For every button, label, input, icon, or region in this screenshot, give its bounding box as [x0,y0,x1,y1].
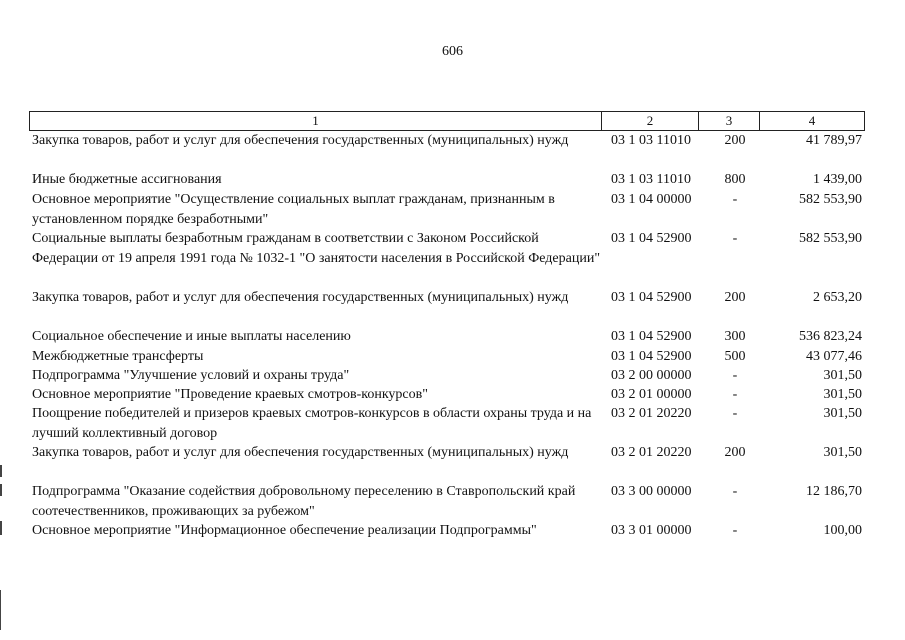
row-name: Закупка товаров, работ и услуг для обеспечения государственных (муниципальных) нужд [32,445,569,460]
row-type: - [732,387,738,402]
row-amount: 1 439,00 [813,172,862,187]
row-amount: 12 186,70 [806,484,862,499]
margin-mark [0,465,2,477]
row-code: 03 1 04 52900 [611,329,692,344]
row-code: 03 1 04 52900 [611,290,692,305]
row-amount: 43 077,46 [806,349,862,364]
row-name: Социальное обеспечение и иные выплаты населению [32,329,351,344]
row-name: Основное мероприятие "Осуществление социальных выплат гражданам, признанным в установленном порядке безработными" [32,192,555,227]
row-type: 200 [724,290,746,305]
row-type: 500 [724,349,746,364]
table-row [32,482,864,521]
margin-mark [0,590,1,630]
row-code: 03 1 04 52900 [611,349,692,364]
table-row [32,288,864,327]
row-amount: 301,50 [823,387,862,402]
row-code: 03 2 01 20220 [611,406,692,421]
margin-mark [0,521,2,535]
row-type: - [732,192,738,207]
row-name: Закупка товаров, работ и услуг для обеспечения государственных (муниципальных) нужд [32,133,569,148]
row-amount: 536 823,24 [799,329,862,344]
row-name: Иные бюджетные ассигнования [32,172,222,187]
table-row [32,131,864,170]
row-code: 03 3 01 00000 [611,523,692,538]
row-type: - [732,484,738,499]
row-type: 300 [724,329,746,344]
header-col-3: 3 [699,112,760,130]
table-row [32,327,864,347]
row-amount: 582 553,90 [799,192,862,207]
row-amount: 2 653,20 [813,290,862,305]
header-col-1: 1 [30,112,602,130]
table-body [32,131,864,541]
row-code: 03 1 03 11010 [611,172,691,187]
table-row [32,170,864,190]
row-name: Социальные выплаты безработным гражданам в соответствии с Законом Российской Федерации от 19 апреля 1991 года № 1032-1 "О занятости населения в Российской Федерации" [32,231,601,266]
table-row [32,404,864,443]
row-name: Основное мероприятие "Информационное обеспечение реализации Подпрограммы" [32,523,537,538]
table-row [32,190,864,229]
row-type: 800 [724,172,746,187]
row-code: 03 2 00 00000 [611,368,692,383]
row-code: 03 1 04 52900 [611,231,692,246]
row-code: 03 1 04 00000 [611,192,692,207]
row-name: Основное мероприятие "Проведение краевых смотров-конкурсов" [32,387,428,402]
row-amount: 301,50 [823,445,862,460]
row-code: 03 1 03 11010 [611,133,691,148]
row-type: - [732,523,738,538]
row-name: Поощрение победителей и призеров краевых смотров-конкурсов в области охраны труда и на лучший коллективный договор [32,406,592,441]
row-name: Подпрограмма "Улучшение условий и охраны труда" [32,368,350,383]
table-row [32,347,864,366]
row-type: - [732,368,738,383]
margin-mark [0,484,2,496]
table-row [32,366,864,385]
row-name: Межбюджетные трансферты [32,349,204,364]
row-type: 200 [724,133,746,148]
table-row [32,385,864,404]
row-amount: 41 789,97 [806,133,862,148]
table-row [32,443,864,482]
table-row [32,521,864,541]
row-type: 200 [724,445,746,460]
header-col-4: 4 [808,113,816,128]
row-code: 03 3 00 00000 [611,484,692,499]
header-col-2: 2 [602,112,699,130]
row-type: - [732,406,738,421]
table-row [32,229,864,288]
row-amount: 582 553,90 [799,231,862,246]
table-header [29,111,865,131]
row-amount: 301,50 [823,368,862,383]
row-amount: 301,50 [823,406,862,421]
row-amount: 100,00 [823,523,862,538]
row-name: Закупка товаров, работ и услуг для обеспечения государственных (муниципальных) нужд [32,290,569,305]
row-type: - [732,231,738,246]
row-code: 03 2 01 00000 [611,387,692,402]
page-number: 606 [442,44,463,59]
row-code: 03 2 01 20220 [611,445,692,460]
row-name: Подпрограмма "Оказание содействия добровольному переселению в Ставропольский край соотечественников, проживающих за рубежом" [32,484,576,519]
